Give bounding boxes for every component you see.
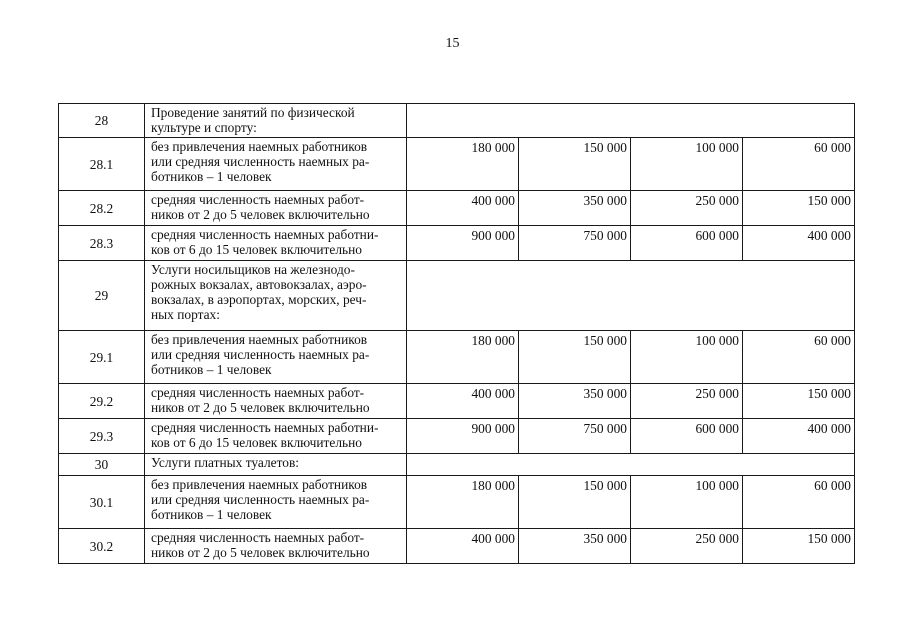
row-number: 29.3 xyxy=(59,419,145,454)
row-description xyxy=(145,384,407,419)
table-row xyxy=(59,476,855,529)
description-line: вокзалах, в аэропортах, морских, реч- xyxy=(151,292,367,307)
row-description xyxy=(145,331,407,384)
description-line: ботников – 1 человек xyxy=(151,507,272,522)
description-line: культуре и спорту: xyxy=(151,120,257,135)
row-description xyxy=(145,419,407,454)
value-cell: 250 000 xyxy=(631,529,743,564)
value-cell: 60 000 xyxy=(743,331,855,384)
value-cell: 180 000 xyxy=(407,331,519,384)
table-row xyxy=(59,529,855,564)
description-line: средняя численность наемных работ- xyxy=(151,530,365,545)
row-number: 30.2 xyxy=(59,529,145,564)
row-description xyxy=(145,454,407,476)
value-cell: 150 000 xyxy=(519,476,631,529)
row-number: 28 xyxy=(59,104,145,138)
row-number: 30 xyxy=(59,454,145,476)
description-line: или средняя численность наемных ра- xyxy=(151,154,370,169)
table-row xyxy=(59,454,855,476)
row-description xyxy=(145,191,407,226)
value-cell: 250 000 xyxy=(631,191,743,226)
description-line: средняя численность наемных работ- xyxy=(151,192,365,207)
value-cell: 350 000 xyxy=(519,191,631,226)
description-line: без привлечения наемных работников xyxy=(151,477,368,492)
value-cell: 600 000 xyxy=(631,226,743,261)
value-cell: 750 000 xyxy=(519,226,631,261)
empty-merged-cell xyxy=(407,261,855,331)
table-row xyxy=(59,261,855,331)
table-row xyxy=(59,419,855,454)
description-line: ников от 2 до 5 человек включительно xyxy=(151,545,370,560)
table-row xyxy=(59,331,855,384)
description-line: ков от 6 до 15 человек включительно xyxy=(151,242,362,257)
description-line: без привлечения наемных работников xyxy=(151,139,368,154)
row-number: 28.3 xyxy=(59,226,145,261)
page-number: 15 xyxy=(445,36,460,51)
value-cell: 180 000 xyxy=(407,476,519,529)
description-line: Проведение занятий по физической xyxy=(151,105,355,120)
description-line: ков от 6 до 15 человек включительно xyxy=(151,435,362,450)
value-cell: 250 000 xyxy=(631,384,743,419)
row-description xyxy=(145,529,407,564)
value-cell: 350 000 xyxy=(519,529,631,564)
value-cell: 400 000 xyxy=(743,419,855,454)
row-number: 28.1 xyxy=(59,138,145,191)
table-row xyxy=(59,104,855,138)
value-cell: 900 000 xyxy=(407,419,519,454)
row-number: 29 xyxy=(59,261,145,331)
value-cell: 150 000 xyxy=(743,191,855,226)
value-cell: 100 000 xyxy=(631,331,743,384)
description-line: средняя численность наемных работни- xyxy=(151,227,379,242)
description-line: Услуги носильщиков на железнодо- xyxy=(151,262,355,277)
value-cell: 900 000 xyxy=(407,226,519,261)
empty-merged-cell xyxy=(407,454,855,476)
value-cell: 400 000 xyxy=(743,226,855,261)
value-cell: 400 000 xyxy=(407,191,519,226)
value-cell: 150 000 xyxy=(743,529,855,564)
table-row xyxy=(59,191,855,226)
table-row xyxy=(59,138,855,191)
empty-merged-cell xyxy=(407,104,855,138)
description-line: ников от 2 до 5 человек включительно xyxy=(151,207,370,222)
row-number: 29.2 xyxy=(59,384,145,419)
description-line: средняя численность наемных работни- xyxy=(151,420,379,435)
description-line: ников от 2 до 5 человек включительно xyxy=(151,400,370,415)
table-row xyxy=(59,226,855,261)
row-number: 30.1 xyxy=(59,476,145,529)
row-description xyxy=(145,226,407,261)
value-cell: 600 000 xyxy=(631,419,743,454)
value-cell: 750 000 xyxy=(519,419,631,454)
value-cell: 400 000 xyxy=(407,384,519,419)
description-line: ботников – 1 человек xyxy=(151,362,272,377)
row-description xyxy=(145,138,407,191)
description-line: или средняя численность наемных ра- xyxy=(151,347,370,362)
value-cell: 100 000 xyxy=(631,476,743,529)
description-line: ных портах: xyxy=(151,307,220,322)
value-cell: 60 000 xyxy=(743,476,855,529)
table-row xyxy=(59,384,855,419)
description-line: без привлечения наемных работников xyxy=(151,332,368,347)
row-number: 28.2 xyxy=(59,191,145,226)
value-cell: 350 000 xyxy=(519,384,631,419)
description-line: ботников – 1 человек xyxy=(151,169,272,184)
tariff-table xyxy=(58,103,855,564)
description-line: или средняя численность наемных ра- xyxy=(151,492,370,507)
description-line: Услуги платных туалетов: xyxy=(151,455,299,470)
value-cell: 100 000 xyxy=(631,138,743,191)
row-number: 29.1 xyxy=(59,331,145,384)
description-line: рожных вокзалах, автовокзалах, аэро- xyxy=(151,277,367,292)
value-cell: 400 000 xyxy=(407,529,519,564)
value-cell: 150 000 xyxy=(743,384,855,419)
row-description xyxy=(145,476,407,529)
value-cell: 180 000 xyxy=(407,138,519,191)
value-cell: 60 000 xyxy=(743,138,855,191)
row-description xyxy=(145,261,407,331)
value-cell: 150 000 xyxy=(519,138,631,191)
row-description xyxy=(145,104,407,138)
description-line: средняя численность наемных работ- xyxy=(151,385,365,400)
value-cell: 150 000 xyxy=(519,331,631,384)
